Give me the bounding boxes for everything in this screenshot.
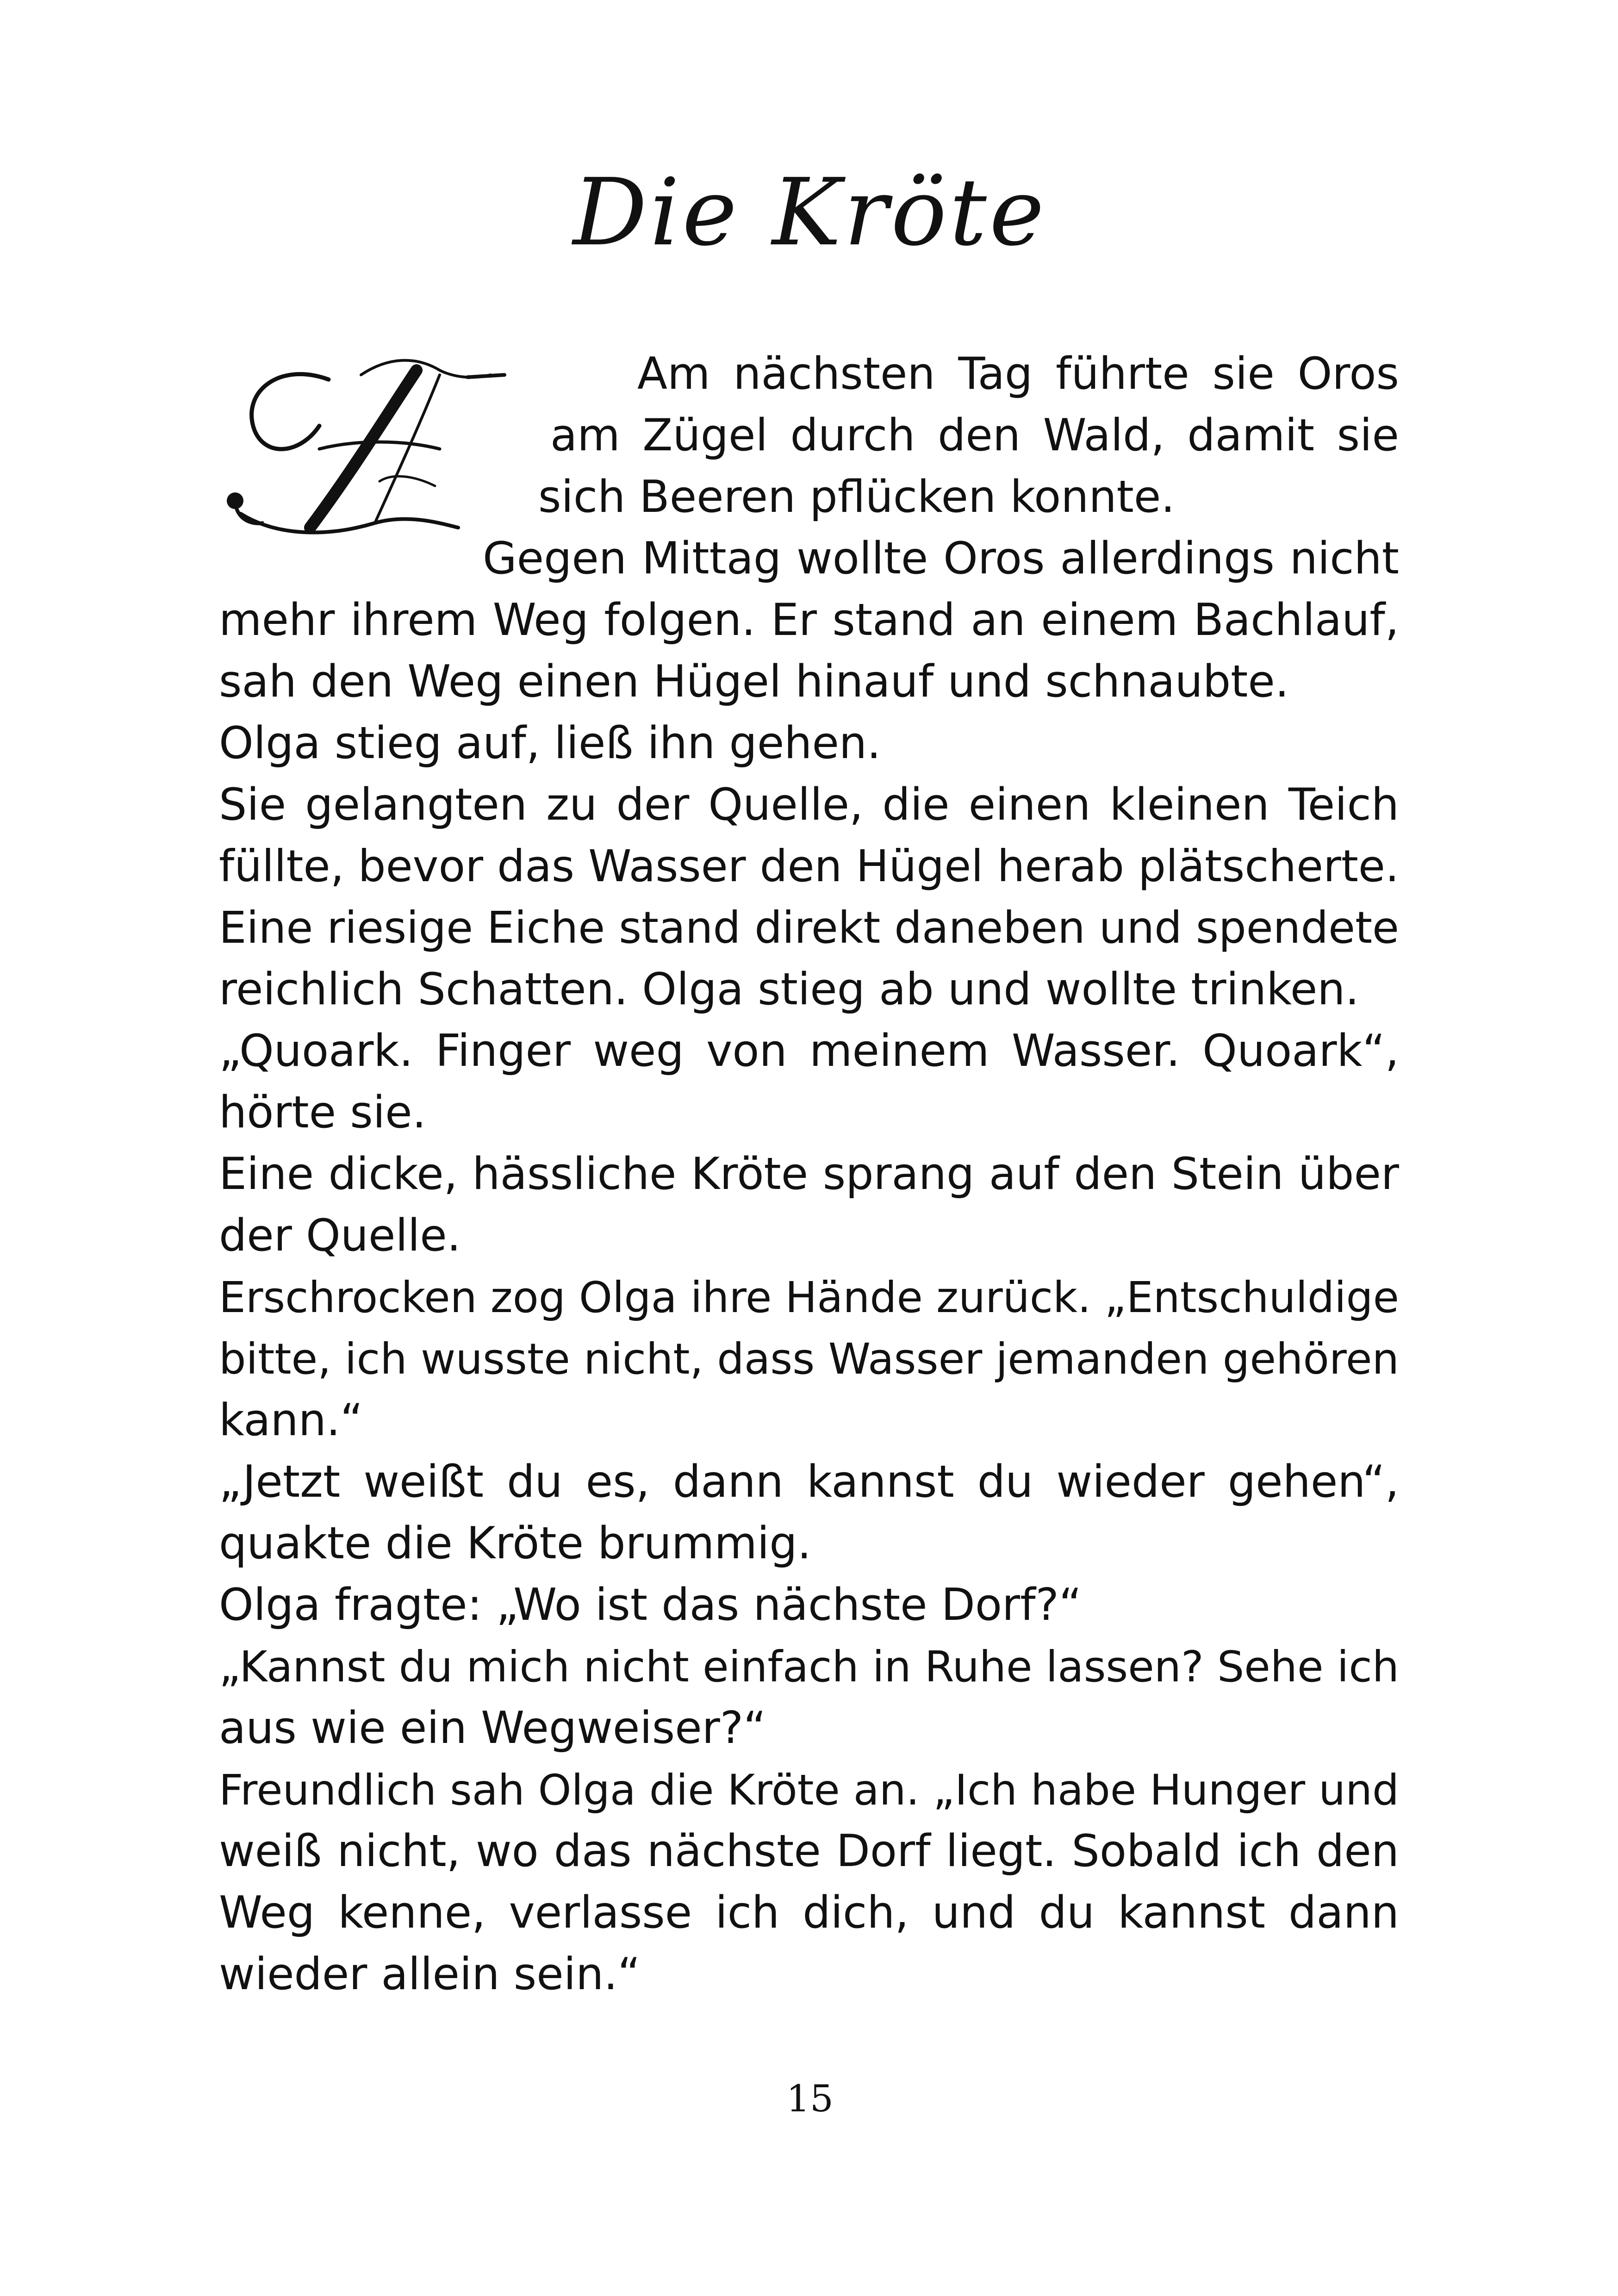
text-line: mehr ihrem Weg folgen. Er stand an einem Bachlauf, (219, 595, 1399, 646)
text-line: „Jetzt weißt du es, dann kannst du wieder gehen“, (219, 1456, 1399, 1507)
chapter-title: Die Kröte (573, 159, 1047, 267)
text-line: Am nächsten Tag führte sie Oros (637, 348, 1399, 399)
text-line: wieder allein sein.“ (219, 1949, 641, 2000)
text-line: Gegen Mittag wollte Oros allerdings nicht (483, 533, 1399, 584)
text-line: Erschrocken zog Olga ihre Hände zurück. „Entschuldige (219, 1273, 1399, 1322)
text-line: aus wie ein Wegweiser?“ (219, 1703, 766, 1754)
text-line: Olga fragte: „Wo ist das nächste Dorf?“ (219, 1580, 1082, 1630)
text-line: „Quoark. Finger weg von meinem Wasser. Quoark“, (219, 1026, 1399, 1076)
text-line: Olga stieg auf, ließ ihn gehen. (219, 718, 881, 769)
text-line: Eine riesige Eiche stand direkt daneben und spendete (219, 903, 1399, 953)
text-line: sich Beeren pflücken konnte. (538, 472, 1175, 523)
text-line: hörte sie. (219, 1087, 426, 1138)
text-line: reichlich Schatten. Olga stieg ab und wollte trinken. (219, 964, 1359, 1015)
text-line: Sie gelangten zu der Quelle, die einen kleinen Teich (219, 779, 1399, 830)
text-line: am Zügel durch den Wald, damit sie (550, 410, 1399, 461)
text-line: kann.“ (219, 1395, 363, 1446)
page-number: 15 (786, 2077, 834, 2120)
text-line: füllte, bevor das Wasser den Hügel herab plätscherte. (219, 841, 1399, 892)
text-line: quakte die Kröte brummig. (219, 1518, 811, 1569)
text-line: bitte, ich wusste nicht, dass Wasser jemanden gehören (219, 1334, 1399, 1384)
text-line: Weg kenne, verlasse ich dich, und du kannst dann (219, 1887, 1399, 1938)
text-line: weiß nicht, wo das nächste Dorf liegt. Sobald ich den (219, 1826, 1399, 1877)
text-line: Eine dicke, hässliche Kröte sprang auf den Stein über (219, 1149, 1399, 1200)
text-line: Freundlich sah Olga die Kröte an. „Ich habe Hunger und (219, 1765, 1399, 1815)
text-line: der Quelle. (219, 1210, 461, 1261)
text-line: „Kannst du mich nicht einfach in Ruhe lassen? Sehe ich (219, 1642, 1399, 1692)
text-line: sah den Weg einen Hügel hinauf und schnaubte. (219, 656, 1289, 707)
body-text (219, 343, 1399, 2005)
